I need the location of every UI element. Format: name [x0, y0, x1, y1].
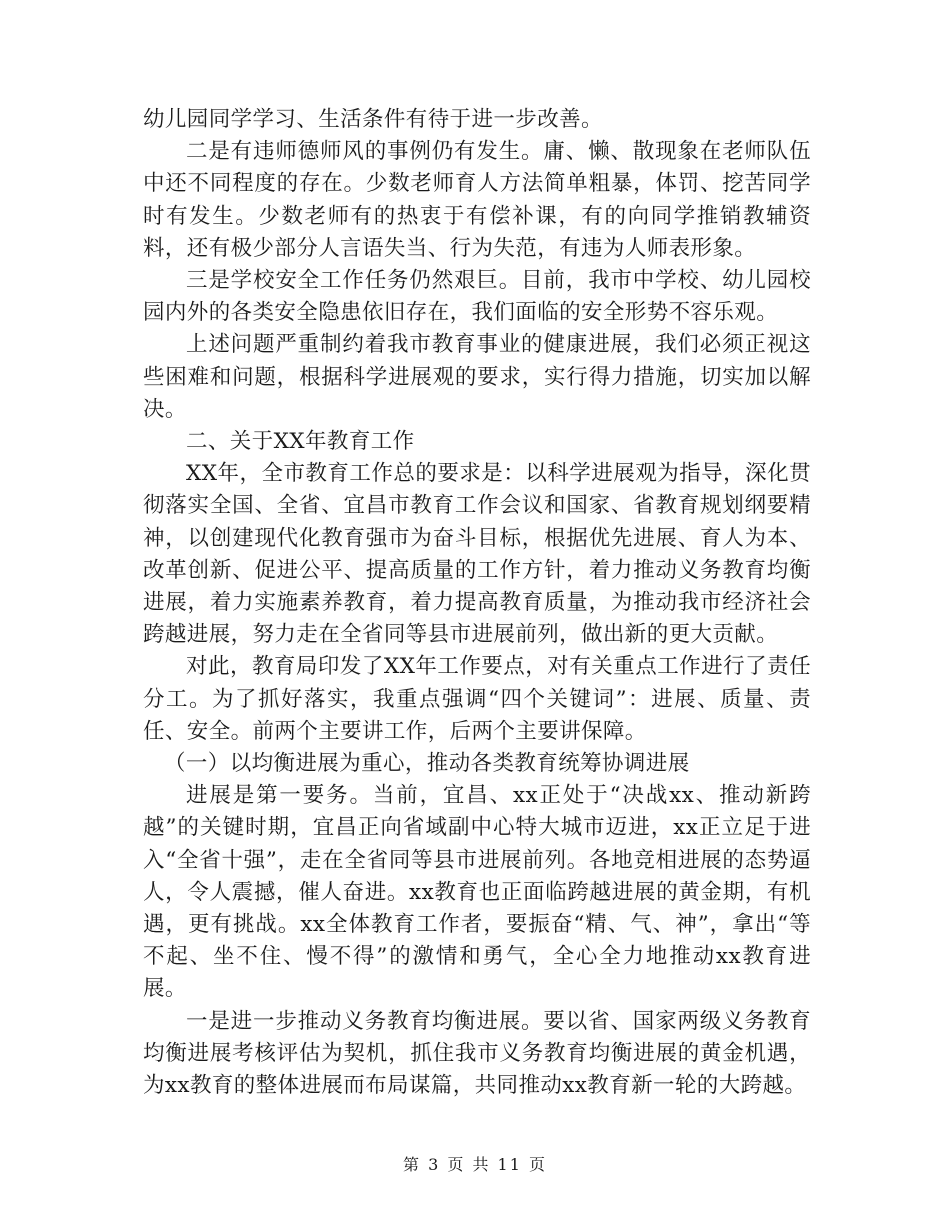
paragraph-3: 三是学校安全工作任务仍然艰巨。目前，我市中学校、幼儿园校园内外的各类安全隐患依旧存在，我们面临的安全形势不容乐观。 [143, 268, 811, 326]
paragraph-7: 对此，教育局印发了XX年工作要点，对有关重点工作进行了责任分工。为了抓好落实，我重点强调“四个关键词”：进展、质量、责任、安全。前两个主要讲工作，后两个主要讲保障。 [143, 654, 811, 744]
paragraph-1: 幼儿园同学学习、生活条件有待于进一步改善。 [143, 107, 603, 132]
page-footer: 第 3 页 共 11 页 [403, 1155, 547, 1174]
document-body [143, 104, 811, 1102]
paragraph-9: 进展是第一要务。当前，宜昌、xx正处于“决战xx、推动新跨越”的关键时期，宜昌正向省域副中心特大城市迈进，xx正立足于进入“全省十强”，走在全省同等县市进展前列。各地竞相进展的态势逼人，令人震撼，催人奋进。xx教育也正面临跨越进展的黄金期，有机遇，更有挑战。xx全体教育工作者，要振奋“精、气、神”，拿出“等不起、坐不住、慢不得”的激情和勇气，全心全力地推动xx教育进展。 [143, 783, 811, 1002]
paragraph-2: 二是有违师德师风的事例仍有发生。庸、懒、散现象在老师队伍中还不同程度的存在。少数老师育人方法简单粗暴，体罚、挖苦同学时有发生。少数老师有的热衷于有偿补课，有的向同学推销教辅资料，还有极少部分人言语失当、行为失范，有违为人师表形象。 [143, 139, 811, 261]
paragraph-6: XX年，全市教育工作总的要求是：以科学进展观为指导，深化贯彻落实全国、全省、宜昌市教育工作会议和国家、省教育规划纲要精神，以创建现代化教育强市为奋斗目标，根据优先进展、育人为本、改革创新、促进公平、提高质量的工作方针，着力推动义务教育均衡进展，着力实施素养教育，着力提高教育质量，为推动我市经济社会跨越进展，努力走在全省同等县市进展前列，做出新的更大贡献。 [143, 461, 811, 648]
paragraph-4: 上述问题严重制约着我市教育事业的健康进展，我们必须正视这些困难和问题，根据科学进展观的要求，实行得力措施，切实加以解决。 [143, 332, 811, 422]
section-heading: 二、关于XX年教育工作 [186, 429, 415, 455]
paragraph-10: 一是进一步推动义务教育均衡进展。要以省、国家两级义务教育均衡进展考核评估为契机，抓住我市义务教育均衡进展的黄金机遇，为xx教育的整体进展而布局谋篇，共同推动xx教育新一轮的大跨越。 [143, 1008, 811, 1099]
subsection-heading: （一）以均衡进展为重心，推动各类教育统筹协调进展 [164, 751, 690, 777]
